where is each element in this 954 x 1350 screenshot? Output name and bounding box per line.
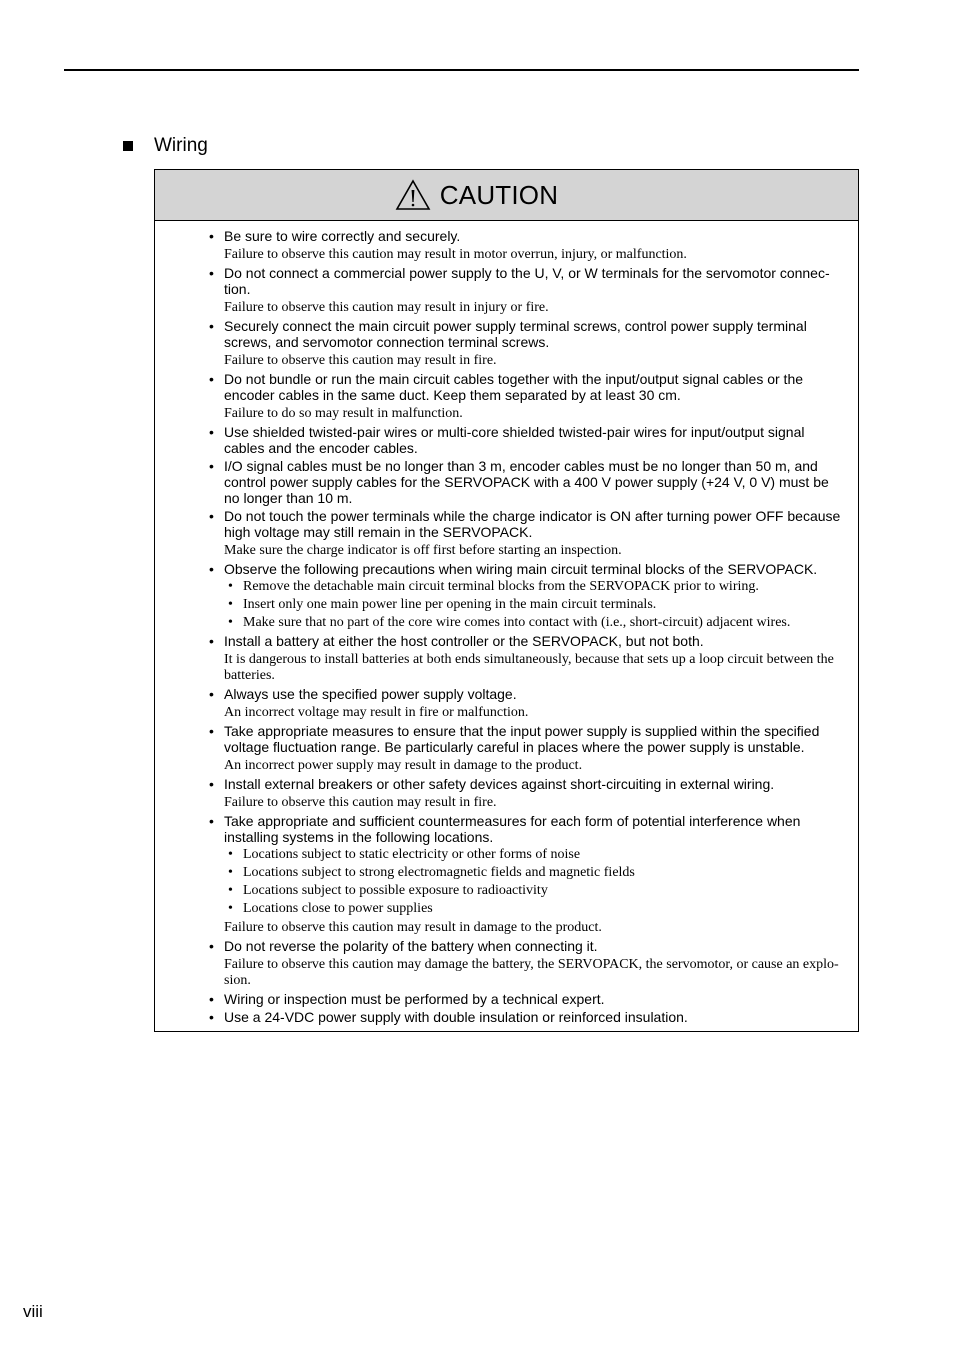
bullet-icon: • (209, 723, 214, 739)
bullet-icon: • (209, 265, 214, 281)
caution-item-note: Failure to observe this caution may result in fire. (224, 353, 497, 368)
bullet-icon: • (228, 865, 233, 880)
caution-item-note: Failure to observe this caution may result in damage to the product. (224, 920, 602, 935)
bullet-icon: • (209, 633, 214, 649)
caution-item-text: Use shielded twisted-pair wires or multi-core shielded twisted-pair wires for input/output signal cables and the encoder cables. (224, 424, 805, 456)
caution-item (209, 318, 850, 369)
caution-item (209, 938, 850, 989)
caution-item (209, 561, 850, 631)
caution-item-text: Do not bundle or run the main circuit cables together with the input/output signal cables or the encoder cables in the same duct. Keep them separated by at least 30 cm. (224, 371, 804, 403)
bullet-icon: • (228, 847, 233, 862)
bullet-icon: • (209, 508, 214, 524)
caution-item-text: Take appropriate measures to ensure that the input power supply is supplied within the specified voltage fluctuation range. Be particularly careful in places where the power supply is unstable. (224, 723, 820, 755)
caution-sub-item-text: Make sure that no part of the core wire comes into contact with (i.e., short-circuit) adjacent wires. (243, 615, 791, 630)
section-title: Wiring (154, 135, 208, 156)
caution-item-note: An incorrect power supply may result in damage to the product. (224, 758, 583, 773)
caution-sub-item (224, 865, 850, 881)
caution-header (155, 170, 858, 221)
bullet-icon: • (209, 686, 214, 702)
caution-item-text: Wiring or inspection must be performed by a technical expert. (224, 991, 605, 1007)
bullet-icon: • (228, 615, 233, 630)
bullet-icon: • (209, 228, 214, 244)
caution-sub-item (224, 901, 850, 917)
caution-item-note: Make sure the charge indicator is off first before starting an inspection. (224, 543, 622, 558)
caution-item-text: Use a 24-VDC power supply with double insulation or reinforced insulation. (224, 1009, 688, 1025)
bullet-icon: • (209, 991, 214, 1007)
bullet-icon: • (228, 597, 233, 612)
caution-item (209, 424, 850, 456)
bullet-icon: • (228, 883, 233, 898)
caution-sub-item-text: Locations subject to possible exposure to radioactivity (243, 883, 548, 898)
caution-sub-item (224, 615, 850, 631)
caution-sub-item (224, 847, 850, 863)
caution-sub-item-text: Insert only one main power line per opening in the main circuit terminals. (243, 597, 657, 612)
caution-item (209, 458, 850, 506)
bullet-icon: • (209, 776, 214, 792)
caution-item (209, 723, 850, 774)
caution-item (209, 813, 850, 936)
bullet-icon: • (209, 424, 214, 440)
caution-sub-list (224, 847, 850, 917)
square-bullet-icon (123, 141, 133, 151)
caution-item-text: Install a battery at either the host controller or the SERVOPACK, but not both. (224, 633, 704, 649)
caution-item (209, 633, 850, 684)
caution-item-note: An incorrect voltage may result in fire or malfunction. (224, 705, 529, 720)
caution-box (154, 169, 859, 1032)
caution-item-text: Do not reverse the polarity of the battery when connecting it. (224, 938, 598, 954)
bullet-icon: • (209, 561, 214, 577)
caution-sub-item (224, 883, 850, 899)
caution-item-text: Do not connect a commercial power supply to the U, V, or W terminals for the servomotor connec- tion. (224, 265, 830, 297)
caution-item-note: Failure to observe this caution may damage the battery, the SERVOPACK, the servomotor, or cause an explo- sion. (224, 957, 839, 988)
caution-title: CAUTION (439, 179, 559, 210)
bullet-icon: • (209, 371, 214, 387)
caution-item-note: Failure to observe this caution may result in motor overrun, injury, or malfunction. (224, 247, 687, 262)
caution-item-text: Be sure to wire correctly and securely. (224, 228, 461, 244)
caution-sub-item (224, 597, 850, 613)
bullet-icon: • (228, 579, 233, 594)
caution-item (209, 371, 850, 422)
caution-item-note: It is dangerous to install batteries at both ends simultaneously, because that sets up a loop circuit between the batteries. (224, 652, 834, 683)
bullet-icon: • (209, 458, 214, 474)
warning-triangle-icon (395, 179, 431, 211)
caution-item-text: Install external breakers or other safety devices against short-circuiting in external wiring. (224, 776, 775, 792)
caution-body (155, 221, 858, 1031)
caution-item-text: Observe the following precautions when wiring main circuit terminal blocks of the SERVOPACK. (224, 561, 818, 577)
bullet-icon: • (209, 1009, 214, 1025)
caution-item-note: Failure to observe this caution may result in injury or fire. (224, 300, 549, 315)
caution-item (209, 508, 850, 559)
bullet-icon: • (209, 938, 214, 954)
caution-sub-list (224, 579, 850, 631)
caution-item (209, 265, 850, 316)
caution-sub-item-text: Remove the detachable main circuit terminal blocks from the SERVOPACK prior to wiring. (243, 579, 759, 594)
section-heading (123, 135, 208, 157)
caution-sub-item-text: Locations subject to static electricity or other forms of noise (243, 847, 581, 862)
caution-item-note: Failure to do so may result in malfunction. (224, 406, 463, 421)
caution-sub-item (224, 579, 850, 595)
caution-item (209, 776, 850, 811)
caution-item-text: Always use the specified power supply voltage. (224, 686, 517, 702)
caution-item-text: Take appropriate and sufficient countermeasures for each form of potential interference when installing systems in the following locations. (224, 813, 801, 845)
caution-item (209, 228, 850, 263)
caution-list (209, 228, 850, 1025)
caution-sub-item-text: Locations subject to strong electromagnetic fields and magnetic fields (243, 865, 635, 880)
caution-item-note: Failure to observe this caution may result in fire. (224, 795, 497, 810)
caution-item-text: Securely connect the main circuit power supply terminal screws, control power supply terminal screws, and servomotor connection terminal screws. (224, 318, 807, 350)
caution-sub-item-text: Locations close to power supplies (243, 901, 433, 916)
caution-item (209, 991, 850, 1007)
page-number: viii (23, 1302, 43, 1321)
bullet-icon: • (209, 813, 214, 829)
caution-item-text: Do not touch the power terminals while the charge indicator is ON after turning power OFF because high voltage may still remain in the SERVOPACK. (224, 508, 841, 540)
bullet-icon: • (209, 318, 214, 334)
bullet-icon: • (228, 901, 233, 916)
caution-item (209, 686, 850, 721)
caution-item (209, 1009, 850, 1025)
top-rule (64, 69, 859, 71)
caution-item-text: I/O signal cables must be no longer than 3 m, encoder cables must be no longer than 50 m, and control power supply cables for the SERVOPACK with a 400 V power supply (+24 V, 0 V) must be no longer than 10 m. (224, 458, 829, 506)
